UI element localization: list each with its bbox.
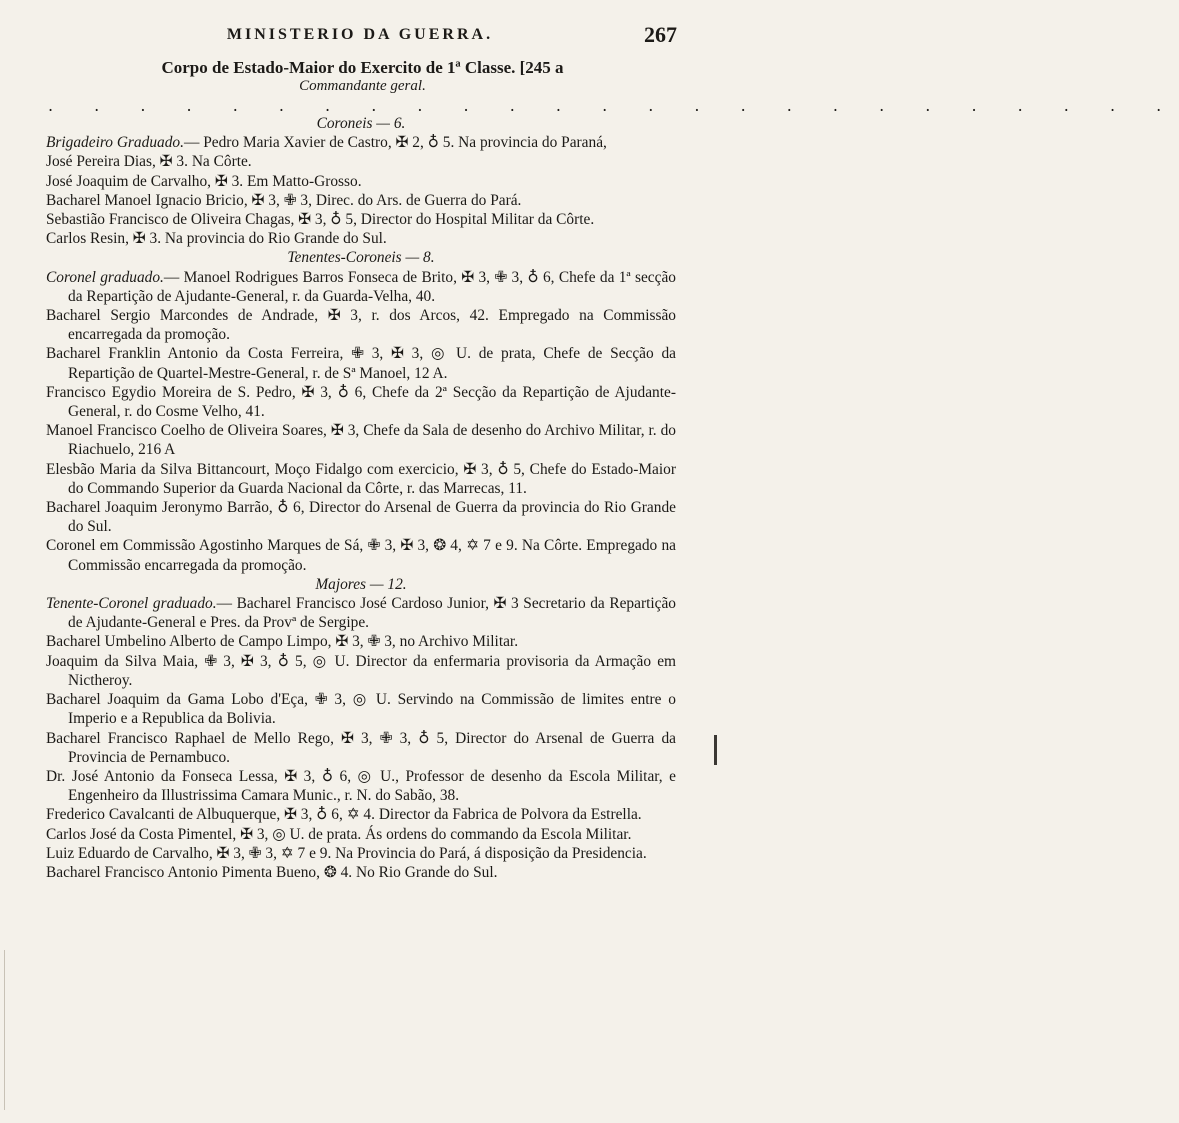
entry-text: José Joaquim de Carvalho, ✠ 3. Em Matto-Grosso.: [46, 172, 362, 190]
entry-text: Bacharel Francisco Antonio Pimenta Bueno, ❂ 4. No Rio Grande do Sul.: [46, 863, 498, 881]
roster-entry: [46, 632, 676, 651]
roster-entry: [46, 172, 676, 191]
roster-entry: [46, 344, 676, 382]
roster-entry: [46, 729, 676, 767]
entry-text: Elesbão Maria da Silva Bittancourt, Moço Fidalgo com exercicio, ✠ 3, ♁ 5, Chefe do Estado-Maior do Commando Superior da Guarda Nacional da Côrte, r. das Marrecas, 11.: [46, 460, 676, 497]
roster-entry: [46, 594, 676, 632]
entry-text: — Manoel Rodrigues Barros Fonseca de Brito, ✠ 3, ✙ 3, ♁ 6, Chefe da 1ª secção da Repartição de Ajudante-General, r. da Guarda-Velha, 40.: [68, 268, 676, 305]
entry-text: Bacharel Franklin Antonio da Costa Ferreira, ✙ 3, ✠ 3, ◎ U. de prata, Chefe de Secção da Repartição de Quartel-Mestre-General, r. de Sª Manoel, 12 A.: [46, 345, 676, 382]
page-edge-shadow: [4, 950, 7, 1110]
section-heading: Majores — 12.: [315, 575, 407, 593]
section-subtitle: Corpo de Estado-Maior do Exercito de 1ª Classe. [245 a: [161, 58, 564, 77]
page-number: 267: [644, 22, 677, 47]
running-title: MINISTERIO DA GUERRA.: [226, 26, 494, 43]
entry-text: Luiz Eduardo de Carvalho, ✠ 3, ✙ 3, ✡ 7 e 9. Na Provincia do Pará, á disposição da Presidencia.: [46, 844, 647, 862]
entry-text: Bacharel Sergio Marcondes de Andrade, ✠ 3, r. dos Arcos, 42. Empregado na Commissão encarregada da promoção.: [46, 307, 676, 344]
roster-entry: [46, 191, 676, 210]
dot-leader: . . . . . . . . . . . . . . . . . . . . . . . . .: [48, 96, 1179, 115]
entry-text: — Pedro Maria Xavier de Castro, ✠ 2, ♁ 5. Na provincia do Paraná,: [183, 134, 607, 152]
roster-entry: [46, 421, 676, 459]
roster-entry: [46, 306, 676, 344]
entry-text: Sebastião Francisco de Oliveira Chagas, ✠ 3, ♁ 5, Director do Hospital Militar da Côrte.: [46, 211, 595, 229]
document-body: [46, 114, 676, 882]
entry-rank-lead: Brigadeiro Graduado.: [46, 134, 184, 152]
entry-text: Francisco Egydio Moreira de S. Pedro, ✠ 3, ♁ 6, Chefe da 2ª Secção da Repartição de Ajudante-General, r. do Cosme Velho, 41.: [46, 383, 676, 421]
roster-entry: [46, 825, 676, 844]
roster-entry: [46, 383, 676, 421]
roster-entry: [46, 767, 676, 805]
entry-text: Joaquim da Silva Maia, ✙ 3, ✠ 3, ♁ 5, ◎ U. Director da enfermaria provisoria da Armação em Nictheroy.: [46, 652, 676, 689]
section-subsubtitle: Commandante geral.: [299, 78, 426, 94]
roster-entry: [46, 690, 676, 728]
entry-text: Dr. José Antonio da Fonseca Lessa, ✠ 3, ♁ 6, ◎ U., Professor de desenho da Escola Militar, e Engenheiro da Illustrissima Camara Munic., r. N. do Sabão, 38.: [46, 767, 676, 805]
section-heading: Coroneis — 6.: [316, 115, 406, 132]
entry-rank-lead: Coronel graduado.: [46, 268, 164, 286]
entry-text: Bacharel Francisco Raphael de Mello Rego, ✠ 3, ✙ 3, ♁ 5, Director do Arsenal de Guerra da Provincia de Pernambuco.: [46, 729, 676, 766]
entry-rank-lead: Tenente-Coronel graduado.: [46, 595, 217, 613]
roster-entry: [46, 133, 676, 152]
page-header: [0, 22, 725, 50]
roster-entry: [46, 498, 676, 536]
entry-text: José Pereira Dias, ✠ 3. Na Côrte.: [46, 153, 252, 171]
section-heading: Tenentes-Coroneis — 8.: [287, 249, 435, 267]
roster-entry: [46, 229, 676, 248]
entry-text: Bacharel Joaquim Jeronymo Barrão, ♁ 6, Director do Arsenal de Guerra da provincia do Rio Grande do Sul.: [46, 499, 676, 536]
entry-text: Coronel em Commissão Agostinho Marques de Sá, ✙ 3, ✠ 3, ❂ 4, ✡ 7 e 9. Na Côrte. Empregado na Commissão encarregada da promoção.: [46, 537, 676, 574]
entry-text: Bacharel Umbelino Alberto de Campo Limpo, ✠ 3, ✙ 3, no Archivo Militar.: [46, 633, 519, 651]
scan-artifact: [714, 735, 717, 765]
entry-text: — Bacharel Francisco José Cardoso Junior, ✠ 3 Secretario da Repartição de Ajudante-General e Pres. da Provª de Sergipe.: [68, 595, 676, 632]
entry-text: Bacharel Manoel Ignacio Bricio, ✠ 3, ✙ 3, Direc. do Ars. de Guerra do Pará.: [46, 191, 522, 209]
roster-entry: [46, 652, 676, 690]
roster-entry: [46, 268, 676, 306]
roster-entry: [46, 805, 676, 824]
entry-text: Bacharel Joaquim da Gama Lobo d'Eça, ✙ 3, ◎ U. Servindo na Commissão de limites entre o Imperio e a Republica da Bolivia.: [46, 691, 676, 728]
entry-text: Frederico Cavalcanti de Albuquerque, ✠ 3, ♁ 6, ✡ 4. Director da Fabrica de Polvora da Estrella.: [46, 806, 642, 824]
entry-text: Carlos Resin, ✠ 3. Na provincia do Rio Grande do Sul.: [46, 230, 387, 248]
roster-entry: [46, 460, 676, 498]
roster-entry: [46, 536, 676, 574]
roster-entry: [46, 863, 676, 882]
roster-entry: [46, 844, 676, 863]
entry-text: Carlos José da Costa Pimentel, ✠ 3, ◎ U. de prata. Ás ordens do commando da Escola Militar.: [46, 825, 632, 843]
entry-text: Manoel Francisco Coelho de Oliveira Soares, ✠ 3, Chefe da Sala de desenho do Archivo Militar, r. do Riachuelo, 216 A: [46, 422, 676, 459]
roster-entry: [46, 210, 676, 229]
roster-entry: [46, 152, 676, 171]
